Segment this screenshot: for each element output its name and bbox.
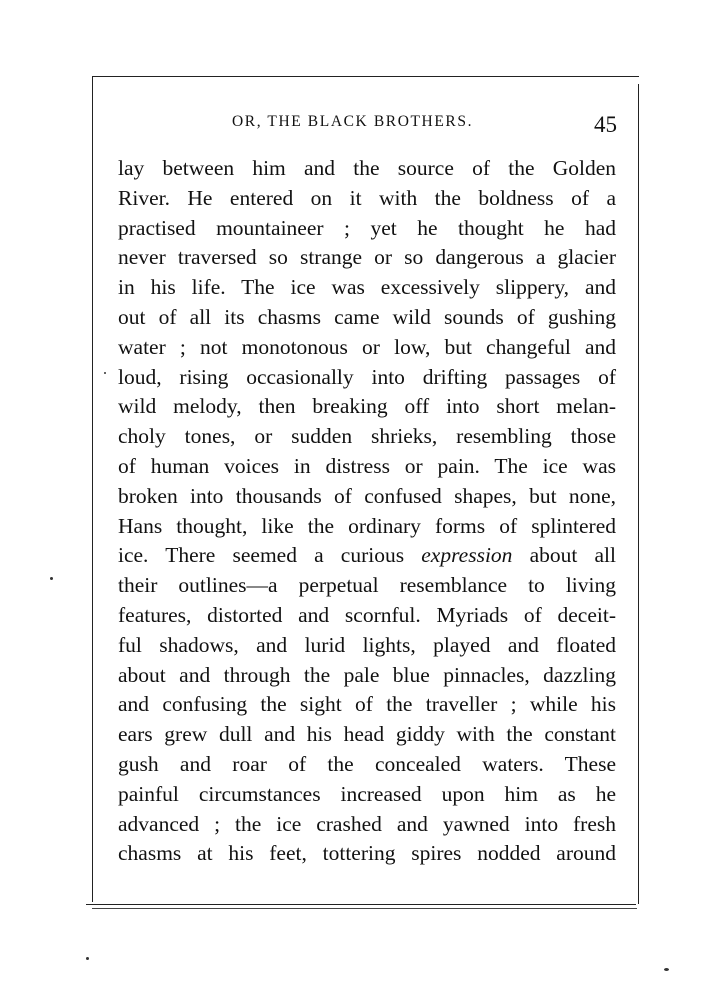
text-line: never traversed so strange or so dangerous a glacier bbox=[118, 245, 616, 270]
text-line: choly tones, or sudden shrieks, resembling those bbox=[118, 424, 616, 449]
text-line: advanced ; the ice crashed and yawned into fresh bbox=[118, 811, 616, 836]
text-line: in his life. The ice was excessively slippery, and bbox=[118, 275, 616, 300]
text-line: practised mountaineer ; yet he thought he had bbox=[118, 215, 616, 240]
text-line: broken into thousands of confused shapes, but none, bbox=[118, 483, 616, 508]
text-line: wild melody, then breaking off into short melan- bbox=[118, 394, 616, 419]
text-line: their outlines—a perpetual resemblance to living bbox=[118, 573, 616, 598]
text-line: water ; not monotonous or low, but changeful and bbox=[118, 334, 616, 359]
body-text bbox=[118, 154, 616, 869]
page-frame-left-rule bbox=[92, 76, 93, 902]
scan-speck bbox=[50, 577, 53, 580]
text-line: and confusing the sight of the traveller ; while his bbox=[118, 692, 616, 717]
text-line: gush and roar of the concealed waters. These bbox=[118, 751, 616, 776]
text-line: River. He entered on it with the boldness of a bbox=[118, 185, 616, 210]
emphasized-word: expression bbox=[421, 543, 513, 568]
text-line: features, distorted and scornful. Myriads of deceit- bbox=[118, 602, 616, 627]
text-line: ful shadows, and lurid lights, played and floated bbox=[118, 632, 616, 657]
text-line: lay between him and the source of the Golden bbox=[118, 156, 616, 180]
scan-speck bbox=[664, 968, 669, 971]
page-number: 45 bbox=[594, 112, 617, 137]
text-line: Hans thought, like the ordinary forms of splintered bbox=[118, 513, 616, 538]
page-frame-right-rule bbox=[638, 84, 639, 904]
text-line: about and through the pale blue pinnacles, dazzling bbox=[118, 662, 616, 687]
running-head: OR, THE BLACK BROTHERS. bbox=[232, 113, 474, 130]
text-line: out of all its chasms came wild sounds of gushing bbox=[118, 304, 616, 329]
scan-speck bbox=[104, 372, 106, 374]
text-line: ears grew dull and his head giddy with the constant bbox=[118, 722, 616, 747]
page-frame-bottom-rule bbox=[86, 904, 636, 905]
text-line: painful circumstances increased upon him as he bbox=[118, 781, 616, 806]
text-line: chasms at his feet, tottering spires nodded around bbox=[118, 841, 616, 866]
text-line: ice. There seemed a curious expression about all bbox=[118, 543, 616, 568]
text-line: loud, rising occasionally into drifting passages of bbox=[118, 364, 616, 389]
page-frame-bottom-inner-rule bbox=[92, 908, 637, 909]
scan-speck bbox=[86, 957, 89, 960]
page-frame-top-rule bbox=[92, 76, 639, 77]
text-line: of human voices in distress or pain. The ice was bbox=[118, 453, 616, 478]
